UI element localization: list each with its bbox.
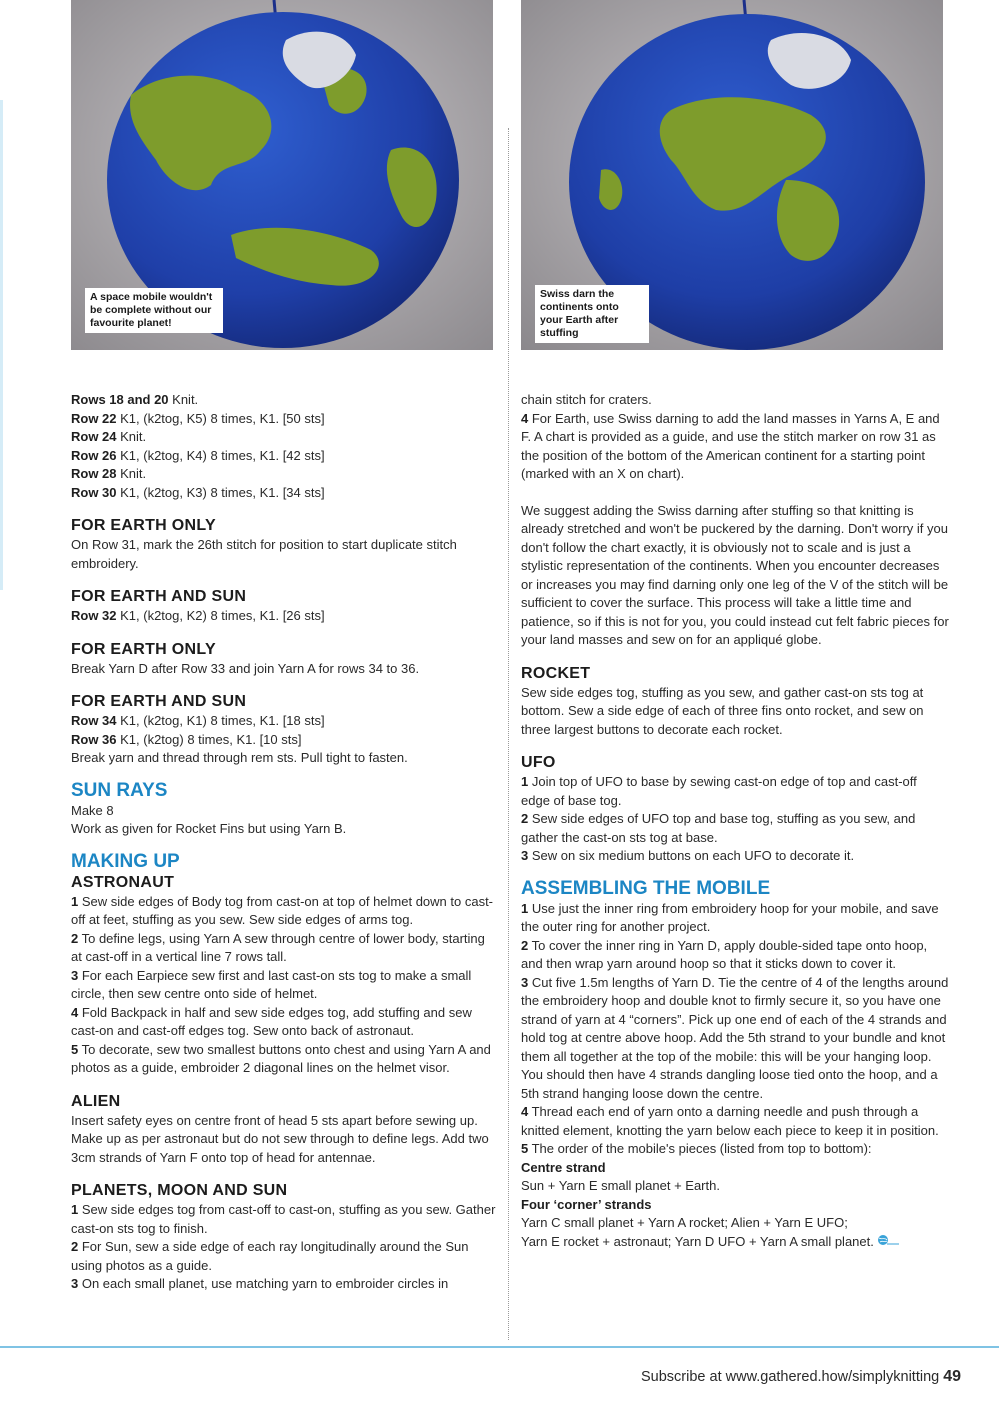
numbered-step: 1 Join top of UFO to base by sewing cast-on edge of top and cast-off edge of base tog. [521,774,917,808]
planets-heading: PLANETS, MOON AND SUN [71,1182,288,1199]
instruction-text: Sew side edges tog, stuffing as you sew, and gather cast-on sts tog at bottom. Sew a side edge of each of three fins onto rocket, and sew on three largest buttons to decorate each rocket. [521,684,924,737]
instruction-text: Break yarn and thread through rem sts. Pull tight to fasten. [71,750,408,765]
row-line: Row 34 K1, (k2tog, K1) 8 times, K1. [18 sts] [71,713,325,728]
numbered-step: 1 Use just the inner ring from embroidery hoop for your mobile, and save the outer ring for another project. [521,900,939,934]
numbered-step: 3 On each small planet, use matching yarn to embroider circles in [71,1276,449,1291]
section-heading: FOR EARTH ONLY [71,517,216,534]
column-divider [508,128,509,1340]
numbered-step: 2 To define legs, using Yarn A sew through centre of lower body, starting at cast-off in a vertical line 7 rows tall. [71,930,485,964]
side-accent-line [0,100,3,590]
corner-strands-text: Yarn E rocket + astronaut; Yarn D UFO + Yarn A small planet. [521,1233,949,1252]
earth-photo-left [71,0,493,350]
earth-photo-right [521,0,943,350]
numbered-step: 2 Sew side edges of UFO top and base tog, stuffing as you sew, and gather the cast-on sts tog at base. [521,811,916,845]
numbered-step: 1 Sew side edges tog from cast-off to cast-on, stuffing as you sew. Gather cast-on sts tog to finish. [71,1202,496,1236]
instruction-text: On Row 31, mark the 26th stitch for position to start duplicate stitch embroidery. [71,537,457,571]
centre-strand-text: Sun + Yarn E small planet + Earth. [521,1178,720,1193]
row-line: Row 22 K1, (k2tog, K5) 8 times, K1. [50 sts] [71,410,325,426]
numbered-step: 4 For Earth, use Swiss darning to add the land masses in Yarns A, E and F. A chart is provided as a guide, and use the stitch marker on row 31 as the position of the bottom of the American continent for a starting point (marked with an X on chart). [521,410,940,481]
centre-strand-label: Centre strand [521,1159,606,1175]
section-heading: FOR EARTH AND SUN [71,693,247,710]
row-line: Rows 18 and 20 Knit. [71,392,199,407]
sun-rays-heading: SUN RAYS [71,779,168,801]
numbered-step: 1 Sew side edges of Body tog from cast-on at top of helmet down to cast-off at feet, stuffing as you sew. Sew side edges of arms tog. [71,893,494,927]
subscribe-link[interactable]: Subscribe at www.gathered.how/simplyknitting [641,1369,940,1385]
row-line: Row 30 K1, (k2tog, K3) 8 times, K1. [34 sts] [71,484,325,500]
instruction-text: We suggest adding the Swiss darning after stuffing so that knitting is already stretched and won't be puckered by the darning. Don't worry if you don't follow the chart exactly, it is obviously not to scale and is just a stylistic representation of the continents. When you encounter decreases or increases you may find darning only one leg of the V of the stitch will be sufficient to cover the surface. This process will take a little time and patience, so if this is not for you, you could instead cut felt fabric pieces for your land masses and sew on for an appliqué globe. [521,502,949,647]
astronaut-heading: ASTRONAUT [71,873,175,891]
numbered-step: 3 For each Earpiece sew first and last cast-on sts tog to make a small circle, then sew centre onto side of helmet. [71,967,472,1001]
corner-strands-text: Yarn C small planet + Yarn A rocket; Alien + Yarn E UFO; [521,1215,848,1230]
photo-caption: A space mobile wouldn't be complete without our favourite planet! [85,288,223,333]
section-heading: FOR EARTH ONLY [71,640,216,658]
instruction-text: chain stitch for craters. [521,392,652,407]
row-line: Row 24 Knit. [71,429,147,444]
numbered-step: 4 Fold Backpack in half and sew side edges tog, add stuffing and sew cast-on and cast-off edges tog. Sew onto back of astronaut. [71,1004,472,1038]
photo-caption: Swiss darn the continents onto your Earth after stuffing [535,285,649,343]
numbered-step: 5 To decorate, sew two smallest buttons onto chest and using Yarn A and photos as a guide, embroider 2 diagonal lines on the helmet visor. [71,1041,491,1075]
instruction-text: Work as given for Rocket Fins but using Yarn B. [71,821,347,836]
yarn-ball-icon [877,1233,899,1252]
footer-rule [0,1346,999,1348]
page-number: 49 [943,1368,961,1385]
row-line: Row 28 Knit. [71,466,147,481]
numbered-step: 5 The order of the mobile's pieces (listed from top to bottom): [521,1141,872,1156]
row-line: Row 36 K1, (k2tog) 8 times, K1. [10 sts] [71,731,302,747]
making-up-heading: MAKING UP [71,850,180,872]
alien-heading: ALIEN [71,1092,121,1110]
numbered-step: 2 To cover the inner ring in Yarn D, apply double-sided tape onto hoop, and then wrap yarn around hoop so that it sticks down to cover it. [521,937,928,971]
right-column [521,391,949,1251]
row-line: Row 26 K1, (k2tog, K4) 8 times, K1. [42 sts] [71,447,325,463]
row-line: Row 32 K1, (k2tog, K2) 8 times, K1. [26 sts] [71,608,325,623]
numbered-step: 2 For Sun, sew a side edge of each ray longitudinally around the Sun using photos as a guide. [71,1239,469,1273]
section-heading: FOR EARTH AND SUN [71,588,247,605]
footer [641,1368,961,1386]
instruction-text: Break Yarn D after Row 33 and join Yarn A for rows 34 to 36. [71,660,420,676]
numbered-step: 3 Cut five 1.5m lengths of Yarn D. Tie the centre of 4 of the lengths around the embroidery hoop and double knot to firmly secure it, so you have one strand of yarn at 4 “corners”. Pick up one end of each of the 4 strands and hold tog at centre above hoop. Add the 5th strand to your bundle and knot them all together at the top of the mobile: this will be your hanging loop. You should then have 4 strands dangling loose tied onto the hoop, and a 5th strand hanging loose down the centre. [521,974,949,1101]
assembling-heading: ASSEMBLING THE MOBILE [521,877,771,899]
ufo-heading: UFO [521,754,556,771]
left-column [71,391,499,1294]
instruction-text: Insert safety eyes on centre front of head 5 sts apart before sewing up. Make up as per astronaut but do not sew through to define legs. Add two 3cm strands of Yarn F onto top of head for antennae. [71,1112,489,1165]
instruction-text: Make 8 [71,802,114,818]
rocket-heading: ROCKET [521,664,591,682]
numbered-step: 4 Thread each end of yarn onto a darning needle and push through a knitted element, knotting the yarn below each piece to keep it in position. [521,1104,939,1138]
numbered-step: 3 Sew on six medium buttons on each UFO to decorate it. [521,848,855,863]
corner-strands-label: Four ‘corner’ strands [521,1196,652,1212]
